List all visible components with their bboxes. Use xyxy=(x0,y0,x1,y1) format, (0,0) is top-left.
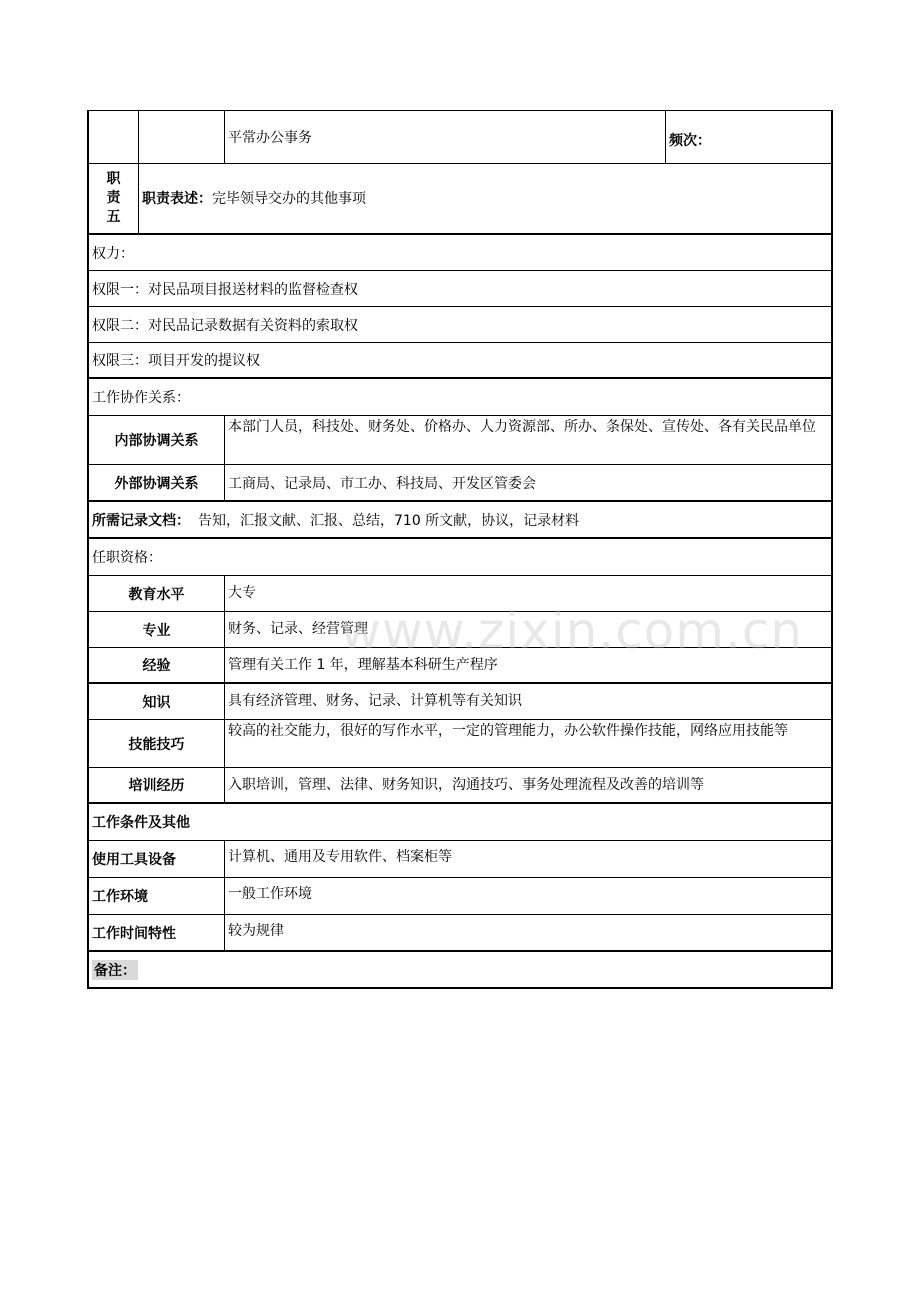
duty-five-description: 职责表述：完毕领导交办的其他事项 xyxy=(138,164,831,233)
remarks-row xyxy=(87,952,833,989)
condition-time: 工作时间特性 较为规律 xyxy=(87,915,833,952)
conditions-title-row xyxy=(87,804,833,841)
documents-text: 告知，汇报文献、汇报、总结，710 所文献，协议，记录材料 xyxy=(198,512,580,529)
qualification-skills: 技能技巧 较高的社交能力，很好的写作水平，一定的管理能力，办公软件操作技能，网络应用技能等 xyxy=(87,720,833,768)
external-coordination-label: 外部协调关系 xyxy=(114,475,199,492)
qualifications-title: 任职资格： xyxy=(92,550,162,566)
watermark: www.zixin.com.cn xyxy=(340,602,804,660)
qualifications-title-row xyxy=(87,539,833,576)
duty-five-label: 职 责 五 xyxy=(106,171,121,225)
frequency-label: 频次： xyxy=(665,111,831,163)
qualification-training: 培训经历 入职培训，管理、法律、财务知识，沟通技巧、事务处理流程及改善的培训等 xyxy=(87,768,833,804)
authority-title: 权力： xyxy=(92,245,134,262)
daily-task-text: 平常办公事务 xyxy=(224,111,665,163)
condition-environment: 工作环境 一般工作环境 xyxy=(87,878,833,915)
documents-label: 所需记录文档： xyxy=(92,512,190,529)
authority-item-1: 权限一： 对民品项目报送材料的监督检查权 xyxy=(87,271,833,307)
authority-title-row xyxy=(87,235,833,271)
internal-coordination-label: 内部协调关系 xyxy=(114,433,199,449)
conditions-title: 工作条件及其他 xyxy=(92,815,190,831)
condition-tools: 使用工具设备 计算机、通用及专用软件、档案柜等 xyxy=(87,841,833,878)
authority-item-2: 权限二： 对民品记录数据有关资料的索取权 xyxy=(87,307,833,343)
authority-item-3: 权限三： 项目开发的提议权 xyxy=(87,343,833,379)
documents-row xyxy=(87,502,833,539)
duty-five-row xyxy=(87,164,833,235)
cooperation-title: 工作协作关系： xyxy=(92,390,190,406)
external-coordination-text: 工商局、记录局、市工办、科技局、开发区管委会 xyxy=(224,465,831,500)
qualification-major: 专业 财务、记录、经营管理 xyxy=(87,612,833,648)
qualification-knowledge: 知识 具有经济管理、财务、记录、计算机等有关知识 xyxy=(87,684,833,720)
internal-coordination-row xyxy=(87,416,833,465)
qualification-experience: 经验 管理有关工作 1 年，理解基本科研生产程序 xyxy=(87,648,833,684)
cooperation-title-row xyxy=(87,379,833,416)
external-coordination-row xyxy=(87,465,833,502)
internal-coordination-text: 本部门人员，科技处、财务处、价格办、人力资源部、所办、条保处、宣传处、各有关民品单位 xyxy=(224,416,831,464)
remarks-label: 备注： xyxy=(92,960,138,980)
job-description-table xyxy=(87,110,833,989)
duty-task-row xyxy=(87,110,833,164)
qualification-education: 教育水平 大专 xyxy=(87,576,833,612)
